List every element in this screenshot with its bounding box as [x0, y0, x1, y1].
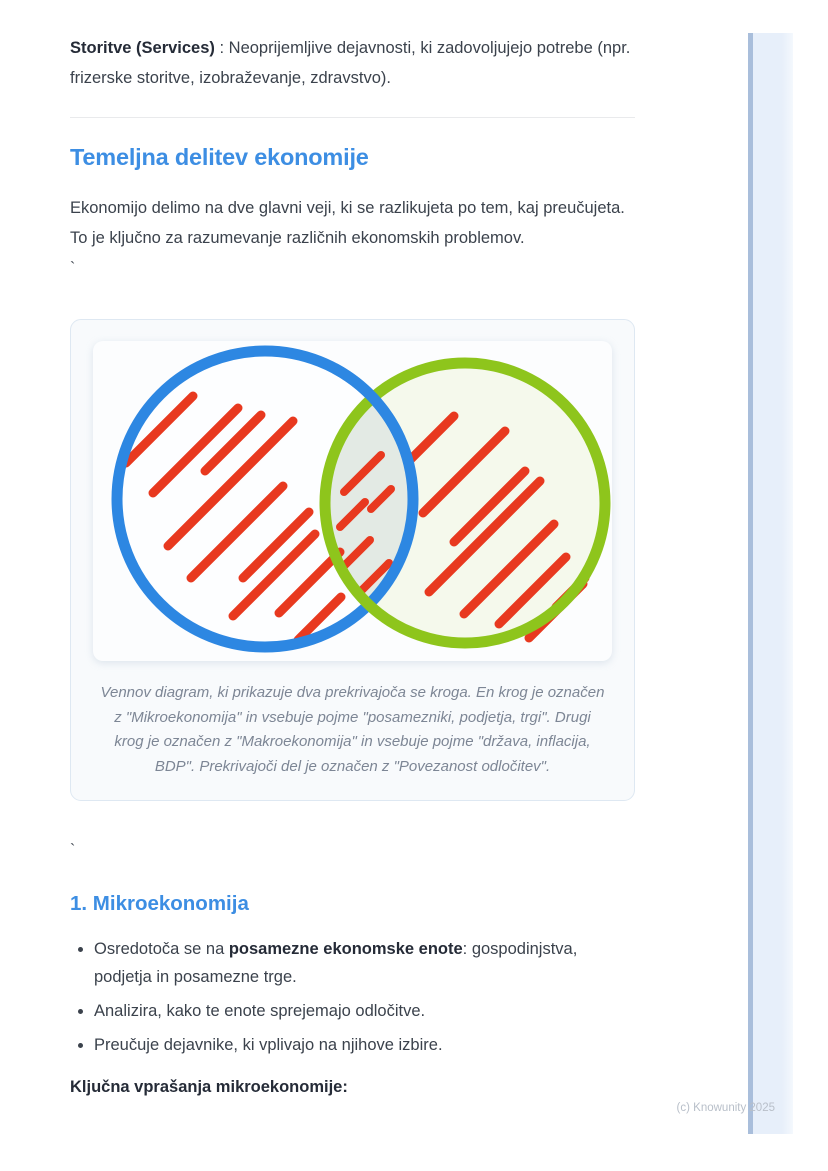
- bullet-text-post: Preučuje dejavnike, ki vplivajo na njihove izbire.: [94, 1036, 443, 1054]
- document-body: [70, 0, 635, 1101]
- services-definition-text: : Neoprijemljive dejavnosti, ki zadovoljujejo potrebe (npr. frizerske storitve, izobraževanje, zdravstvo).: [70, 39, 631, 87]
- section-divider: [70, 117, 635, 118]
- venn-diagram-card: [70, 319, 635, 801]
- stray-backtick-2: `: [70, 842, 76, 859]
- venn-diagram-image: [93, 341, 612, 661]
- bullet-text-post: Analizira, kako te enote sprejemajo odločitve.: [94, 1002, 426, 1020]
- list-item: [94, 935, 635, 991]
- key-questions-label: Ključna vprašanja mikroekonomije:: [70, 1078, 348, 1096]
- services-term: Storitve (Services): [70, 39, 215, 57]
- microeconomics-bullet-list: [70, 935, 635, 1059]
- services-definition: [70, 33, 635, 93]
- bullet-text-bold: posamezne ekonomske enote: [228, 940, 463, 958]
- venn-diagram-svg: [93, 341, 612, 661]
- list-item: [94, 997, 635, 1025]
- copyright-watermark: (c) Knowunity 2025: [676, 1102, 775, 1114]
- section-heading-microeconomics: 1. Mikroekonomija: [70, 892, 249, 915]
- section-heading-division: Temeljna delitev ekonomije: [70, 144, 369, 170]
- bullet-text-post: : gospodinjstva, podjetja in posamezne trge.: [94, 940, 578, 986]
- list-item: [94, 1031, 635, 1059]
- page-edge-rail: [748, 33, 793, 1134]
- venn-diagram-caption: Vennov diagram, ki prikazuje dva prekrivajoča se kroga. En krog je označen z "Mikroekonomija" in vsebuje pojme "posamezniki, podjetja, trgi". Drugi krog je označen z "Makroekonomija" in vsebuje pojme "država, inflacija, BDP". Prekrivajoči del je označen z "Povezanost odločitev".: [100, 684, 605, 775]
- division-paragraph: Ekonomijo delimo na dve glavni veji, ki se razlikujeta po tem, kaj preučujeta. To je ključno za razumevanje različnih ekonomskih problemov.: [70, 199, 625, 247]
- stray-backtick-1: `: [70, 260, 76, 277]
- bullet-text-pre: Osredotoča se na: [94, 940, 229, 958]
